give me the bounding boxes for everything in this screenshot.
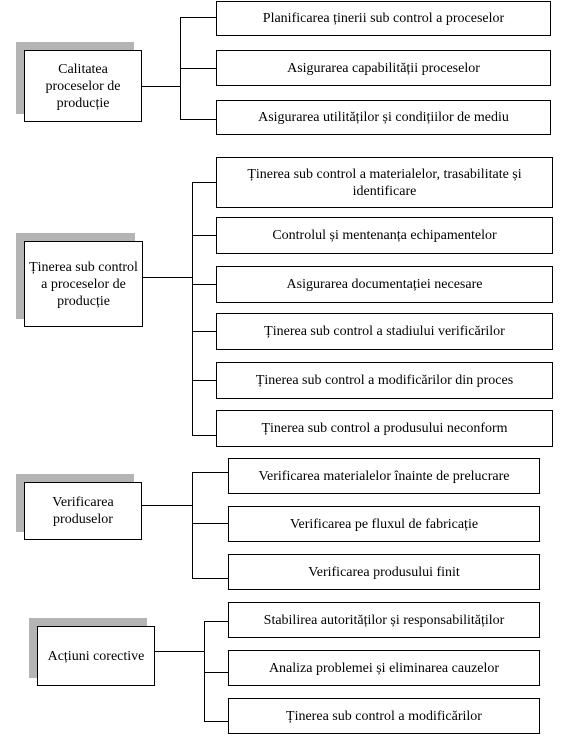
item-box: Ținerea sub control a materialelor, trasabilitate și identificare	[216, 157, 553, 208]
item-box: Asigurarea documentației necesare	[216, 266, 553, 303]
connector	[180, 17, 216, 18]
connector	[143, 277, 192, 278]
connector	[192, 380, 216, 381]
connector	[192, 472, 228, 473]
connector	[192, 523, 228, 524]
connector	[204, 721, 228, 722]
item-box: Analiza problemei și eliminarea cauzelor	[228, 650, 540, 686]
group-box-calitatea: Calitatea proceselor de producție	[24, 50, 142, 122]
item-box: Verificarea pe fluxul de fabricație	[228, 506, 540, 542]
connector	[204, 621, 228, 622]
item-box: Asigurarea capabilității proceselor	[216, 50, 551, 86]
item-box: Ținerea sub control a produsului neconform	[216, 410, 553, 447]
connector	[142, 505, 192, 506]
connector	[204, 672, 228, 673]
group-box-verificarea: Verificarea produselor	[24, 482, 142, 540]
connector	[192, 182, 216, 183]
item-box: Ținerea sub control a modificărilor	[228, 698, 540, 734]
group-box-tinerea: Ținerea sub control a proceselor de producție	[24, 241, 143, 327]
item-box: Ținerea sub control a modificărilor din proces	[216, 362, 553, 399]
group-box-actiuni: Acțiuni corective	[37, 626, 155, 686]
item-box: Planificarea ținerii sub control a proceselor	[216, 1, 551, 36]
connector	[192, 331, 216, 332]
connector	[142, 86, 180, 87]
item-box: Verificarea produsului finit	[228, 554, 540, 590]
connector	[192, 472, 193, 579]
connector	[192, 578, 228, 579]
connector	[155, 651, 204, 652]
item-box: Verificarea materialelor înainte de prelucrare	[228, 458, 540, 494]
connector	[192, 182, 193, 436]
item-box: Controlul și mentenanța echipamentelor	[216, 217, 553, 254]
connector	[192, 235, 216, 236]
connector	[180, 68, 216, 69]
item-box: Stabilirea autorităților și responsabilităților	[228, 602, 540, 638]
connector	[180, 119, 216, 120]
connector	[192, 284, 216, 285]
item-box: Asigurarea utilităților și condițiilor de mediu	[216, 100, 551, 135]
connector	[192, 435, 216, 436]
item-box: Ținerea sub control a stadiului verificărilor	[216, 313, 553, 350]
